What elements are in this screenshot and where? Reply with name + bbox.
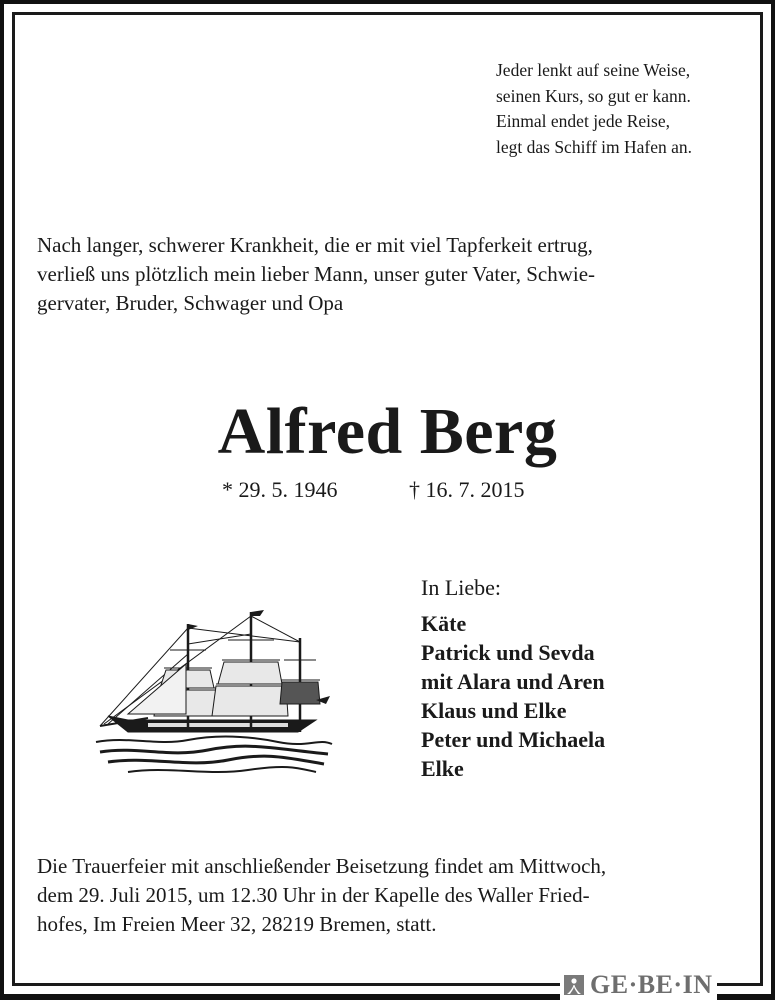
service-line: Die Trauerfeier mit anschließender Beisetzung findet am Mittwoch, <box>37 854 607 878</box>
deceased-name: Alfred Berg <box>217 395 558 468</box>
poem <box>496 58 692 160</box>
gebein-logo <box>560 970 717 1000</box>
intro-line: Nach langer, schwerer Krankheit, die er mit viel Tapferkeit ertrug, <box>37 233 593 257</box>
service-line: hofes, Im Freien Meer 32, 28219 Bremen, statt. <box>37 912 437 936</box>
mourner-name: Klaus und Elke <box>421 698 567 723</box>
poem-line: seinen Kurs, so gut er kann. <box>496 85 691 106</box>
poem-line: Jeder lenkt auf seine Weise, <box>496 60 691 80</box>
gebein-figure-icon <box>564 975 584 995</box>
mourner-name: Patrick und Sevda <box>421 640 595 665</box>
intro-text <box>37 231 742 318</box>
poem-line: Einmal endet jede Reise, <box>496 111 670 131</box>
birth-date: * 29. 5. 1946 <box>222 477 338 502</box>
intro-line: gervater, Bruder, Schwager und Opa <box>37 291 344 315</box>
mourner-name: Peter und Michaela <box>421 727 606 752</box>
service-info <box>37 852 742 939</box>
mourners-label: In Liebe: <box>421 575 502 600</box>
death-date: † 16. 7. 2015 <box>409 477 525 502</box>
mourners <box>421 573 605 783</box>
mourners-names <box>421 609 605 783</box>
life-dates <box>222 475 525 505</box>
intro-line: verließ uns plötzlich mein lieber Mann, unser guter Vater, Schwie- <box>37 262 596 286</box>
mourner-name: mit Alara und Aren <box>421 669 605 694</box>
mourner-name: Käte <box>421 611 467 636</box>
poem-line: legt das Schiff im Hafen an. <box>496 136 693 157</box>
gebein-logo-text: GE·BE·IN <box>590 970 713 999</box>
service-line: dem 29. Juli 2015, um 12.30 Uhr in der Kapelle des Waller Fried- <box>37 883 590 907</box>
sailing-ship-icon <box>88 604 338 784</box>
mourner-name: Elke <box>421 756 464 781</box>
